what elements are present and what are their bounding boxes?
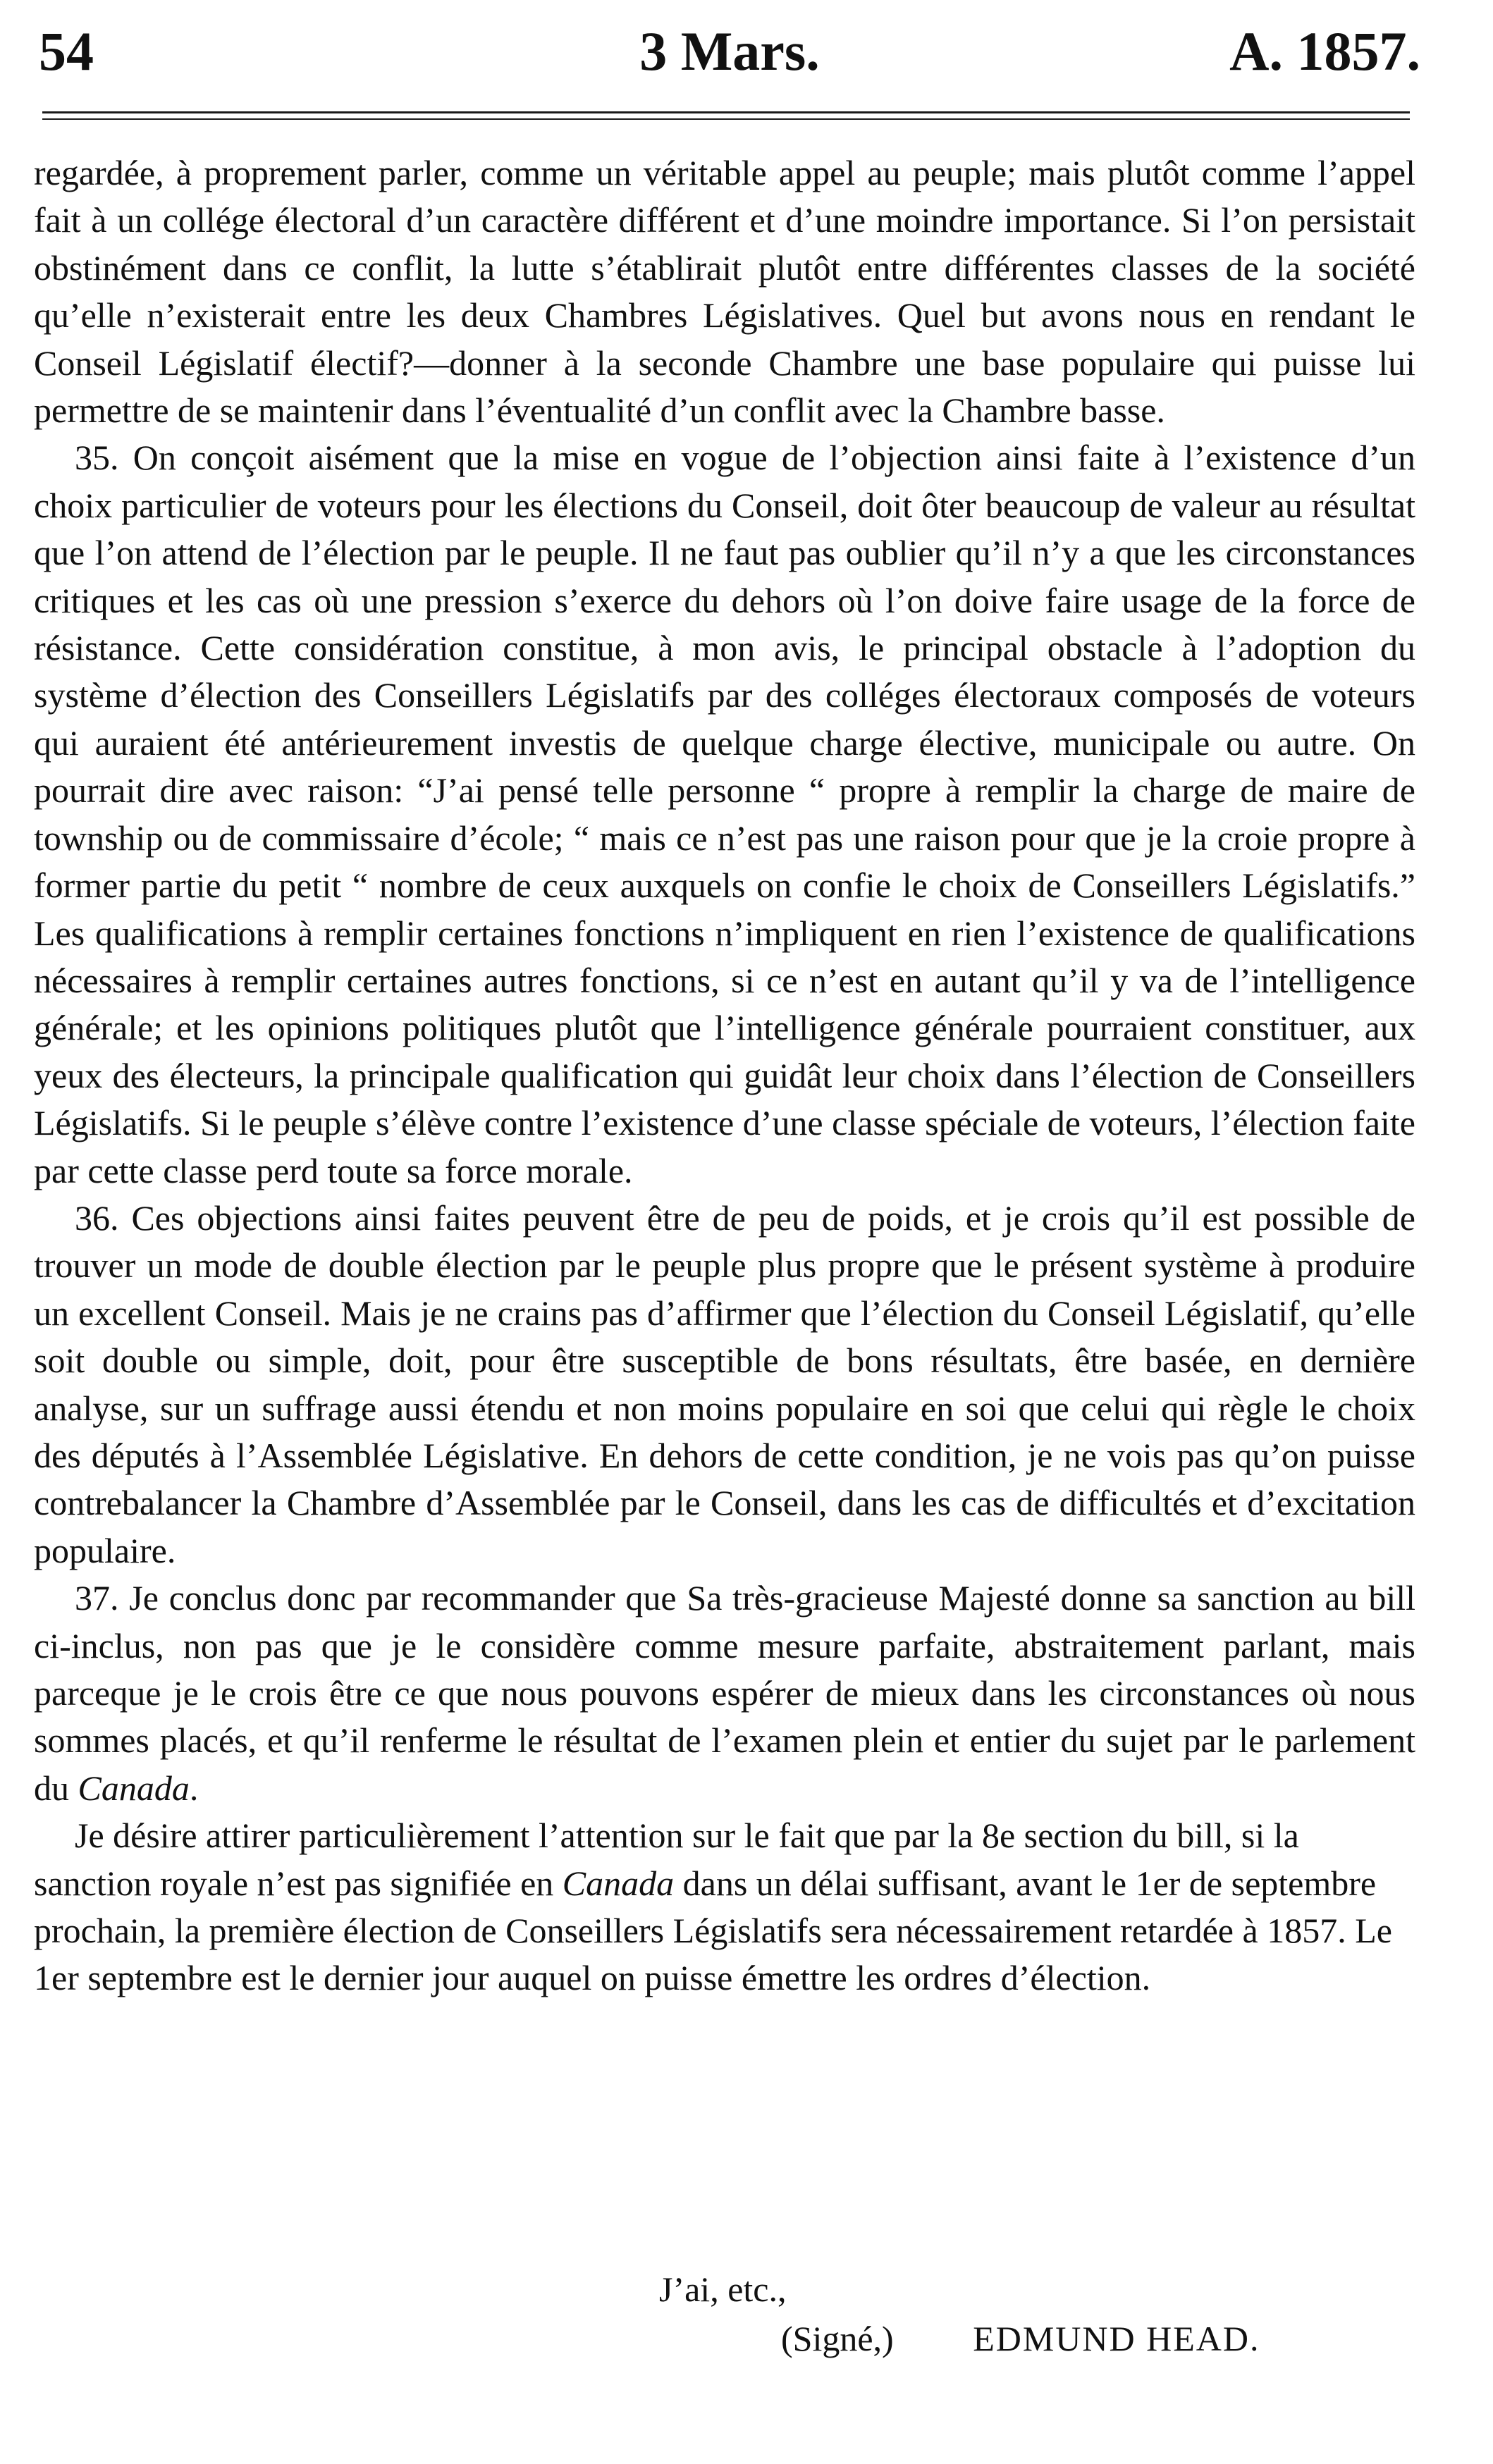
- closing-etc: J’ai, etc.,: [659, 2269, 787, 2309]
- paragraph-37: [34, 1575, 1415, 1812]
- paragraph-closing: [34, 1812, 1415, 2002]
- paragraph-closing-end: dans un délai suffisant, avant le 1er de septembre prochain, la première élection de Conseillers Législatifs sera nécessairement retardée à 1857. Le 1er septembre est le dernier jour auquel on puisse émettre les ordres d’élection.: [34, 1863, 1392, 1998]
- paragraph-closing-italic: Canada: [562, 1863, 675, 1903]
- page-number: 54: [39, 20, 94, 82]
- signed-label: (Signé,): [781, 2319, 894, 2358]
- page-date: 3 Mars.: [639, 20, 820, 82]
- paragraph-37-text: 37. Je conclus donc par recommander que Sa très-gracieuse Majesté donne sa sanction au bill ci-inclus, non pas que je le considère comme mesure parfaite, abstraitement parlant, mais parceque je le crois être ce que nous pouvons espérer de mieux dans les circonstances où nous sommes placés, et qu’il renferme le résultat de l’examen plein et entier du sujet par le parlement du: [34, 1578, 1415, 1808]
- page-header: [39, 13, 1420, 90]
- paragraph-continuation: regardée, à proprement parler, comme un véritable appel au peuple; mais plutôt comme l’appel fait à un collége électoral d’un caractère différent et d’une moindre importance. Si l’on persistait obstinément dans ce conflit, la lutte s’établirait plutôt entre différentes classes de la société qu’elle n’existerait entre les deux Chambres Législatives. Quel but avons nous en rendant le Conseil Législatif électif?—donner à la seconde Chambre une base populaire qui puisse lui permettre de se maintenir dans l’éventualité d’un conflit avec la Chambre basse.: [34, 153, 1415, 431]
- paragraph-37-italic: Canada: [78, 1768, 190, 1808]
- signature-line: [781, 2315, 1260, 2363]
- paragraph-35: 35. On conçoit aisément que la mise en vogue de l’objection ainsi faite à l’existence d’un choix particulier de voteurs pour les élections du Conseil, doit ôter beaucoup de valeur au résultat que l’on attend de l’élection par le peuple. Il ne faut pas oublier qu’il n’y a que les circonstances critiques et les cas où une pression s’exerce du dehors où l’on doive faire usage de la force de résistance. Cette considération constitue, à mon avis, le principal obstacle à l’adoption du système d’élection des Conseillers Législatifs par des colléges électoraux composés de voteurs qui auraient été antérieurement investis de quelque charge élective, municipale ou autre. On pourrait dire avec raison: “J’ai pensé telle personne “ propre à remplir la charge de maire de township ou de commissaire d’école; “ mais ce n’est pas une raison pour que je la croie propre à former partie du petit “ nombre de ceux auxquels on confie le choix de Conseillers Législatifs.” Les qualifications à remplir certaines fonctions n’impliquent en rien l’existence de qualifications nécessaires à remplir certaines autres fonctions, si ce n’est en autant qu’il y va de l’intelligence générale; et les opinions politiques plutôt que l’intelligence générale pourraient constituer, aux yeux des électeurs, la principale qualification qui guidât leur choix dans l’élection de Conseillers Législatifs. Si le peuple s’élève contre l’existence d’une classe spéciale de voteurs, l’élection faite par cette classe perd toute sa force morale.: [34, 438, 1415, 1190]
- paragraph-37-end: .: [189, 1768, 199, 1808]
- header-rule-top: [42, 111, 1410, 113]
- paragraph-closing-text: Je désire attirer particulièrement l’attention sur le fait que par la 8e section du bill, si la sanction royale n’est pas signifiée en: [34, 1816, 1299, 1903]
- signatory-name: EDMUND HEAD.: [973, 2319, 1260, 2358]
- page-year: A. 1857.: [1229, 20, 1420, 82]
- header-rule-bottom: [42, 118, 1410, 120]
- paragraph-36: 36. Ces objections ainsi faites peuvent être de peu de poids, et je crois qu’il est possible de trouver un mode de double élection par le peuple plus propre que le présent système à produire un excellent Conseil. Mais je ne crains pas d’affirmer que l’élection du Conseil Législatif, qu’elle soit double ou simple, doit, pour être susceptible de bons résultats, être basée, en dernière analyse, sur un suffrage aussi étendu et non moins populaire en soi que celui qui règle le choix des députés à l’Assemblée Législative. En dehors de cette condition, je ne vois pas qu’on puisse contrebalancer la Chambre d’Assemblée par le Conseil, dans les cas de difficultés et d’excitation populaire.: [34, 1197, 1415, 1570]
- body-text: [34, 149, 1415, 2002]
